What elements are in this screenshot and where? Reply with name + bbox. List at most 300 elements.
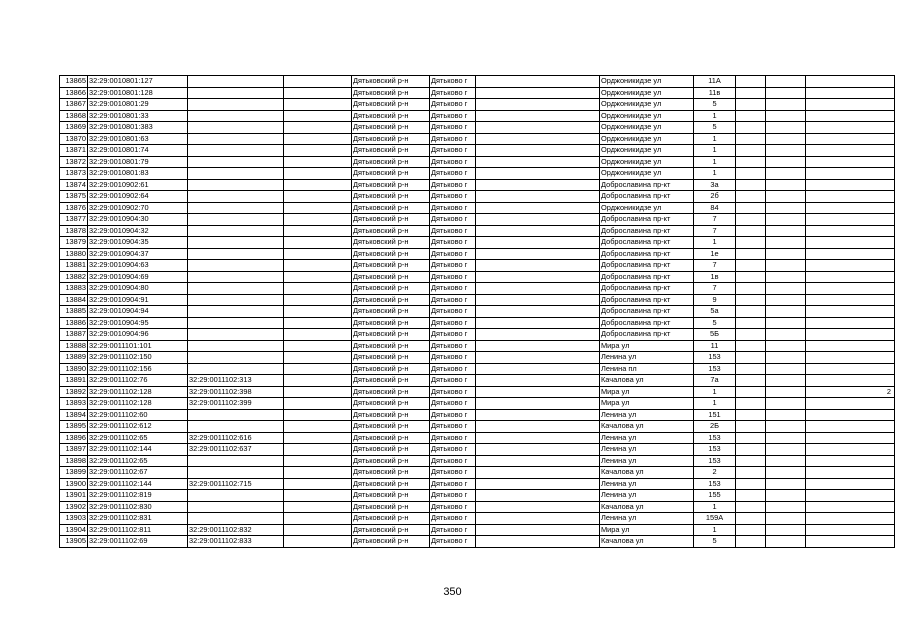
- cell-city: Дятьково г: [430, 409, 476, 421]
- cell-locality: [476, 156, 600, 168]
- cell-street: Мира ул: [600, 386, 694, 398]
- cell-house-number: 5а: [694, 306, 736, 318]
- cell-extra-column: [284, 375, 352, 387]
- cell-extra-column: [284, 110, 352, 122]
- table-row: [60, 214, 895, 226]
- cell-building: [736, 455, 766, 467]
- cell-related-cadastral-number: [188, 110, 284, 122]
- cell-cadastral-number: 32:29:0011102:67: [88, 467, 188, 479]
- cell-extra-column: [284, 329, 352, 341]
- table-row: [60, 76, 895, 88]
- cell-street: Ленина ул: [600, 490, 694, 502]
- cell-district: Дятьковский р-н: [352, 271, 430, 283]
- cell-building: [736, 536, 766, 548]
- table-row: [60, 536, 895, 548]
- cell-last-column: [806, 145, 895, 157]
- cell-related-cadastral-number: [188, 363, 284, 375]
- cell-last-column: [806, 536, 895, 548]
- cell-city: Дятьково г: [430, 225, 476, 237]
- cell-last-column: [806, 513, 895, 525]
- cell-extra-column: [284, 352, 352, 364]
- cell-city: Дятьково г: [430, 536, 476, 548]
- cell-building: [736, 87, 766, 99]
- cell-last-column: [806, 524, 895, 536]
- cell-row-number: 13889: [60, 352, 88, 364]
- cell-building: [736, 467, 766, 479]
- cell-building: [736, 490, 766, 502]
- cell-extra-column: [284, 444, 352, 456]
- cell-city: Дятьково г: [430, 375, 476, 387]
- cell-cadastral-number: 32:29:0011102:830: [88, 501, 188, 513]
- cell-related-cadastral-number: [188, 455, 284, 467]
- cell-row-number: 13874: [60, 179, 88, 191]
- cell-apartment: [766, 145, 806, 157]
- cell-building: [736, 501, 766, 513]
- cell-apartment: [766, 87, 806, 99]
- cell-last-column: [806, 455, 895, 467]
- cell-district: Дятьковский р-н: [352, 306, 430, 318]
- cell-locality: [476, 375, 600, 387]
- cell-city: Дятьково г: [430, 490, 476, 502]
- cell-district: Дятьковский р-н: [352, 110, 430, 122]
- cell-house-number: 151: [694, 409, 736, 421]
- cell-district: Дятьковский р-н: [352, 283, 430, 295]
- cell-locality: [476, 478, 600, 490]
- cell-row-number: 13872: [60, 156, 88, 168]
- cell-cadastral-number: 32:29:0010902:64: [88, 191, 188, 203]
- cell-row-number: 13871: [60, 145, 88, 157]
- cell-house-number: 159А: [694, 513, 736, 525]
- table-row: [60, 99, 895, 111]
- cell-row-number: 13893: [60, 398, 88, 410]
- cell-cadastral-number: 32:29:0011102:612: [88, 421, 188, 433]
- cell-locality: [476, 363, 600, 375]
- cell-district: Дятьковский р-н: [352, 432, 430, 444]
- cell-city: Дятьково г: [430, 294, 476, 306]
- cell-building: [736, 340, 766, 352]
- cell-city: Дятьково г: [430, 168, 476, 180]
- cell-city: Дятьково г: [430, 501, 476, 513]
- cell-extra-column: [284, 260, 352, 272]
- cell-row-number: 13865: [60, 76, 88, 88]
- table-row: [60, 306, 895, 318]
- cell-building: [736, 168, 766, 180]
- cell-street: Качалова ул: [600, 375, 694, 387]
- table-row: [60, 490, 895, 502]
- cell-locality: [476, 536, 600, 548]
- cell-related-cadastral-number: [188, 294, 284, 306]
- cell-locality: [476, 191, 600, 203]
- cell-apartment: [766, 421, 806, 433]
- cell-building: [736, 145, 766, 157]
- cell-district: Дятьковский р-н: [352, 536, 430, 548]
- cell-city: Дятьково г: [430, 421, 476, 433]
- cell-district: Дятьковский р-н: [352, 421, 430, 433]
- cell-locality: [476, 145, 600, 157]
- cell-district: Дятьковский р-н: [352, 455, 430, 467]
- cell-extra-column: [284, 306, 352, 318]
- cell-apartment: [766, 179, 806, 191]
- cell-extra-column: [284, 237, 352, 249]
- cell-cadastral-number: 32:29:0011102:65: [88, 455, 188, 467]
- cell-last-column: [806, 214, 895, 226]
- cell-row-number: 13896: [60, 432, 88, 444]
- cell-apartment: [766, 76, 806, 88]
- cell-city: Дятьково г: [430, 202, 476, 214]
- cell-district: Дятьковский р-н: [352, 237, 430, 249]
- cell-apartment: [766, 363, 806, 375]
- cell-row-number: 13882: [60, 271, 88, 283]
- cell-extra-column: [284, 455, 352, 467]
- cell-building: [736, 202, 766, 214]
- cell-related-cadastral-number: 32:29:0011102:399: [188, 398, 284, 410]
- table-row: [60, 409, 895, 421]
- cell-building: [736, 122, 766, 134]
- cell-cadastral-number: 32:29:0010902:70: [88, 202, 188, 214]
- cell-cadastral-number: 32:29:0011102:60: [88, 409, 188, 421]
- cell-city: Дятьково г: [430, 110, 476, 122]
- cell-street: Доброславина пр-кт: [600, 179, 694, 191]
- cell-locality: [476, 340, 600, 352]
- cell-related-cadastral-number: [188, 409, 284, 421]
- cell-row-number: 13879: [60, 237, 88, 249]
- cell-house-number: 153: [694, 432, 736, 444]
- cell-apartment: [766, 133, 806, 145]
- cell-cadastral-number: 32:29:0010801:33: [88, 110, 188, 122]
- cell-extra-column: [284, 145, 352, 157]
- cell-cadastral-number: 32:29:0010801:83: [88, 168, 188, 180]
- cell-last-column: [806, 490, 895, 502]
- cell-building: [736, 398, 766, 410]
- cell-street: Орджоникидзе ул: [600, 156, 694, 168]
- cell-cadastral-number: 32:29:0011102:76: [88, 375, 188, 387]
- cell-extra-column: [284, 283, 352, 295]
- cell-row-number: 13891: [60, 375, 88, 387]
- cell-cadastral-number: 32:29:0010801:383: [88, 122, 188, 134]
- cell-building: [736, 306, 766, 318]
- table-row: [60, 467, 895, 479]
- cell-apartment: [766, 110, 806, 122]
- cell-building: [736, 179, 766, 191]
- cell-district: Дятьковский р-н: [352, 386, 430, 398]
- cell-district: Дятьковский р-н: [352, 490, 430, 502]
- cell-house-number: 1: [694, 386, 736, 398]
- cell-last-column: [806, 329, 895, 341]
- cell-cadastral-number: 32:29:0010904:63: [88, 260, 188, 272]
- cell-apartment: [766, 513, 806, 525]
- cell-locality: [476, 501, 600, 513]
- cell-building: [736, 237, 766, 249]
- cell-last-column: [806, 421, 895, 433]
- table-row: [60, 478, 895, 490]
- cell-related-cadastral-number: 32:29:0011102:398: [188, 386, 284, 398]
- cell-extra-column: [284, 513, 352, 525]
- cell-city: Дятьково г: [430, 386, 476, 398]
- cell-related-cadastral-number: [188, 191, 284, 203]
- cell-cadastral-number: 32:29:0010904:80: [88, 283, 188, 295]
- cell-district: Дятьковский р-н: [352, 478, 430, 490]
- cell-row-number: 13876: [60, 202, 88, 214]
- cell-last-column: [806, 260, 895, 272]
- cell-row-number: 13884: [60, 294, 88, 306]
- cell-apartment: [766, 306, 806, 318]
- cell-locality: [476, 455, 600, 467]
- cell-row-number: 13873: [60, 168, 88, 180]
- cell-row-number: 13888: [60, 340, 88, 352]
- cell-row-number: 13902: [60, 501, 88, 513]
- cell-row-number: 13867: [60, 99, 88, 111]
- cell-street: Орджоникидзе ул: [600, 87, 694, 99]
- table-row: [60, 386, 895, 398]
- cell-house-number: 1: [694, 524, 736, 536]
- cell-house-number: 2Б: [694, 421, 736, 433]
- cell-extra-column: [284, 168, 352, 180]
- cell-apartment: [766, 271, 806, 283]
- cell-related-cadastral-number: 32:29:0011102:313: [188, 375, 284, 387]
- cell-apartment: [766, 444, 806, 456]
- cell-locality: [476, 168, 600, 180]
- cell-district: Дятьковский р-н: [352, 191, 430, 203]
- cell-locality: [476, 87, 600, 99]
- cell-apartment: [766, 248, 806, 260]
- cell-locality: [476, 432, 600, 444]
- table-row: [60, 168, 895, 180]
- cell-extra-column: [284, 501, 352, 513]
- cell-city: Дятьково г: [430, 214, 476, 226]
- cell-related-cadastral-number: [188, 329, 284, 341]
- cell-building: [736, 513, 766, 525]
- cell-extra-column: [284, 133, 352, 145]
- cell-cadastral-number: 32:29:0010904:95: [88, 317, 188, 329]
- cell-row-number: 13905: [60, 536, 88, 548]
- table-row: [60, 202, 895, 214]
- cell-house-number: 7: [694, 260, 736, 272]
- cell-related-cadastral-number: 32:29:0011102:715: [188, 478, 284, 490]
- cell-city: Дятьково г: [430, 306, 476, 318]
- cell-district: Дятьковский р-н: [352, 375, 430, 387]
- cell-district: Дятьковский р-н: [352, 329, 430, 341]
- cell-apartment: [766, 398, 806, 410]
- cell-house-number: 3а: [694, 179, 736, 191]
- cell-cadastral-number: 32:29:0011101:101: [88, 340, 188, 352]
- cell-extra-column: [284, 202, 352, 214]
- cell-building: [736, 386, 766, 398]
- cell-last-column: [806, 191, 895, 203]
- cell-apartment: [766, 409, 806, 421]
- cell-cadastral-number: 32:29:0010904:96: [88, 329, 188, 341]
- cell-locality: [476, 329, 600, 341]
- cell-row-number: 13895: [60, 421, 88, 433]
- cell-district: Дятьковский р-н: [352, 501, 430, 513]
- cell-extra-column: [284, 122, 352, 134]
- cell-extra-column: [284, 340, 352, 352]
- cell-last-column: [806, 409, 895, 421]
- table-row: [60, 283, 895, 295]
- cell-last-column: [806, 294, 895, 306]
- cell-cadastral-number: 32:29:0010902:61: [88, 179, 188, 191]
- cell-cadastral-number: 32:29:0010904:94: [88, 306, 188, 318]
- cell-house-number: 11: [694, 340, 736, 352]
- cell-building: [736, 363, 766, 375]
- cell-cadastral-number: 32:29:0011102:150: [88, 352, 188, 364]
- cell-house-number: 1в: [694, 271, 736, 283]
- cell-related-cadastral-number: [188, 145, 284, 157]
- cell-building: [736, 421, 766, 433]
- cell-city: Дятьково г: [430, 363, 476, 375]
- cell-last-column: [806, 156, 895, 168]
- cell-related-cadastral-number: [188, 271, 284, 283]
- cell-street: Доброславина пр-кт: [600, 329, 694, 341]
- cell-locality: [476, 99, 600, 111]
- cell-last-column: [806, 87, 895, 99]
- cell-house-number: 1: [694, 156, 736, 168]
- cell-house-number: 2: [694, 467, 736, 479]
- cell-apartment: [766, 156, 806, 168]
- cell-house-number: 7а: [694, 375, 736, 387]
- cell-city: Дятьково г: [430, 260, 476, 272]
- cell-house-number: 5Б: [694, 329, 736, 341]
- cell-cadastral-number: 32:29:0010801:128: [88, 87, 188, 99]
- cell-district: Дятьковский р-н: [352, 467, 430, 479]
- cell-district: Дятьковский р-н: [352, 352, 430, 364]
- cell-building: [736, 99, 766, 111]
- cell-house-number: 153: [694, 363, 736, 375]
- cell-city: Дятьково г: [430, 99, 476, 111]
- cell-locality: [476, 467, 600, 479]
- cell-house-number: 7: [694, 283, 736, 295]
- table-row: [60, 375, 895, 387]
- cell-last-column: [806, 122, 895, 134]
- cell-cadastral-number: 32:29:0010904:32: [88, 225, 188, 237]
- cell-street: Ленина ул: [600, 352, 694, 364]
- cell-related-cadastral-number: [188, 99, 284, 111]
- cell-row-number: 13870: [60, 133, 88, 145]
- cell-row-number: 13869: [60, 122, 88, 134]
- cell-last-column: [806, 248, 895, 260]
- cell-related-cadastral-number: [188, 501, 284, 513]
- cell-street: Ленина ул: [600, 478, 694, 490]
- cell-street: Доброславина пр-кт: [600, 317, 694, 329]
- cell-house-number: 5: [694, 99, 736, 111]
- cell-house-number: 1: [694, 398, 736, 410]
- cell-apartment: [766, 467, 806, 479]
- cell-related-cadastral-number: [188, 214, 284, 226]
- cell-extra-column: [284, 409, 352, 421]
- cell-city: Дятьково г: [430, 133, 476, 145]
- cell-building: [736, 225, 766, 237]
- cell-district: Дятьковский р-н: [352, 398, 430, 410]
- cell-house-number: 9: [694, 294, 736, 306]
- cell-street: Доброславина пр-кт: [600, 283, 694, 295]
- cell-district: Дятьковский р-н: [352, 294, 430, 306]
- cell-city: Дятьково г: [430, 513, 476, 525]
- cell-row-number: 13899: [60, 467, 88, 479]
- cell-city: Дятьково г: [430, 329, 476, 341]
- cell-apartment: [766, 283, 806, 295]
- cell-related-cadastral-number: [188, 202, 284, 214]
- cell-house-number: 155: [694, 490, 736, 502]
- cell-cadastral-number: 32:29:0011102:128: [88, 398, 188, 410]
- cell-street: Орджоникидзе ул: [600, 145, 694, 157]
- cell-last-column: [806, 179, 895, 191]
- cell-last-column: [806, 363, 895, 375]
- table-row: [60, 294, 895, 306]
- cell-city: Дятьково г: [430, 432, 476, 444]
- cell-street: Ленина пл: [600, 363, 694, 375]
- cell-locality: [476, 225, 600, 237]
- cell-apartment: [766, 122, 806, 134]
- cell-locality: [476, 271, 600, 283]
- cell-house-number: 1: [694, 110, 736, 122]
- table-row: [60, 191, 895, 203]
- cell-house-number: 7: [694, 214, 736, 226]
- cell-cadastral-number: 32:29:0010904:69: [88, 271, 188, 283]
- cell-building: [736, 409, 766, 421]
- cell-related-cadastral-number: [188, 340, 284, 352]
- cell-street: Ленина ул: [600, 409, 694, 421]
- cell-street: Ленина ул: [600, 432, 694, 444]
- cell-building: [736, 133, 766, 145]
- cell-district: Дятьковский р-н: [352, 225, 430, 237]
- cell-row-number: 13881: [60, 260, 88, 272]
- table-row: [60, 271, 895, 283]
- cell-last-column: [806, 467, 895, 479]
- cell-related-cadastral-number: [188, 421, 284, 433]
- cell-row-number: 13901: [60, 490, 88, 502]
- cell-related-cadastral-number: [188, 122, 284, 134]
- table-row: [60, 363, 895, 375]
- cell-locality: [476, 317, 600, 329]
- cell-district: Дятьковский р-н: [352, 122, 430, 134]
- cell-last-column: [806, 237, 895, 249]
- table-row: [60, 248, 895, 260]
- cell-city: Дятьково г: [430, 87, 476, 99]
- cell-street: Качалова ул: [600, 501, 694, 513]
- cell-building: [736, 271, 766, 283]
- table-row: [60, 122, 895, 134]
- cell-extra-column: [284, 294, 352, 306]
- table-row: [60, 237, 895, 249]
- cell-street: Орджоникидзе ул: [600, 122, 694, 134]
- cell-locality: [476, 306, 600, 318]
- cell-district: Дятьковский р-н: [352, 145, 430, 157]
- cell-street: Доброславина пр-кт: [600, 271, 694, 283]
- cell-house-number: 11А: [694, 76, 736, 88]
- cell-related-cadastral-number: [188, 490, 284, 502]
- cell-city: Дятьково г: [430, 248, 476, 260]
- cell-row-number: 13892: [60, 386, 88, 398]
- cell-related-cadastral-number: [188, 179, 284, 191]
- cell-apartment: [766, 260, 806, 272]
- table-row: [60, 110, 895, 122]
- cell-house-number: 11в: [694, 87, 736, 99]
- cell-related-cadastral-number: 32:29:0011102:616: [188, 432, 284, 444]
- cell-city: Дятьково г: [430, 156, 476, 168]
- cell-locality: [476, 248, 600, 260]
- cell-city: Дятьково г: [430, 444, 476, 456]
- cell-street: Орджоникидзе ул: [600, 168, 694, 180]
- cell-locality: [476, 398, 600, 410]
- cell-cadastral-number: 32:29:0010904:35: [88, 237, 188, 249]
- cell-related-cadastral-number: [188, 156, 284, 168]
- cell-related-cadastral-number: [188, 317, 284, 329]
- cell-row-number: 13898: [60, 455, 88, 467]
- cell-related-cadastral-number: [188, 237, 284, 249]
- cell-extra-column: [284, 317, 352, 329]
- cell-last-column: [806, 501, 895, 513]
- cell-related-cadastral-number: [188, 225, 284, 237]
- cell-locality: [476, 409, 600, 421]
